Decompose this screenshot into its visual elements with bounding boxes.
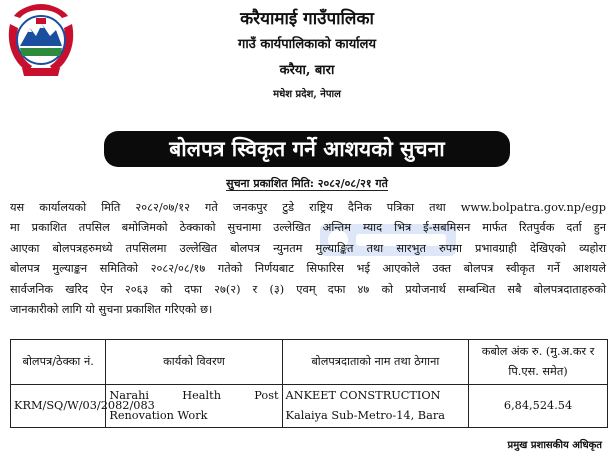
bidder-name: ANKEET CONSTRUCTION [285,389,441,402]
description-line-2: Renovation Work [109,409,208,422]
header-contract-no: बोलपत्र/ठेक्का नं. [11,340,106,385]
notice-body [10,198,606,320]
bidder-address: Kalaiya Sub-Metro-14, Bara [285,409,445,422]
body-line: जानकारीको लागि यो सुचना प्रकाशित गरिएको छ। [10,302,213,316]
notice-title-banner: बोलपत्र स्विकृत गर्ने आशयको सुचना [104,131,510,167]
table-header-row [11,340,608,385]
bid-table [10,339,608,428]
signature-title: प्रमुख प्रशासकीय अधिकृत [507,440,602,451]
office-subtitle: गाउँ कार्यपालिकाको कार्यालय [238,37,376,52]
body-line: बोलपत्र मुल्याङ्कन समितिको २०८२/०८/१७ गतेको निर्णयबाट सिफारिस भई आएकोले उक्त बोलपत्र स्वीकृत गर्ने आशयले [10,262,606,276]
table-row [11,385,608,428]
bidder-cell [282,385,469,428]
body-line: मा प्रकाशित तपसिल बमोजिमको ठेक्काको सुचनामा उल्लेखित अन्तिम म्याद भित्र ई-सबमिसन मार्फत रितपुर्वक दर्ता हुन [10,221,606,235]
header-amount: कबोल अंक रु. (मु.अ.कर र पि.एस. समेत) [469,340,608,385]
description-cell [106,385,282,428]
published-date-text: सुचना प्रकाशित मिति: २०८२/०८/२१ गते [226,177,388,190]
contract-no: KRM/SQ/W/03/2082/083 [14,399,155,412]
contract-no-cell [11,385,155,428]
body-line: सार्वजनिक खरिद ऐन २०६३ को दफा २७(२) र (३) एवम् दफा ४७ को प्रयोजनार्थ सम्बन्धित सबै बोलपत्रदाताहरुको [10,282,606,296]
header-description: कार्यको विवरण [106,340,282,385]
body-line: आएका बोलपत्रहरुमध्ये तपसिलमा उल्लेखित बोलपत्र न्युनतम मुल्याङ्कित तथा सारभुत रुपमा प्रभावग्राही देखिएको व्यहोरा [10,241,606,255]
header-bidder: बोलपत्रदाताको नाम तथा ठेगाना [282,340,469,385]
amount-cell [469,385,608,428]
office-location: करैया, बारा [279,63,335,78]
description-line-1: Narahi Health Post [109,389,279,402]
office-province: मधेश प्रदेश, नेपाल [273,89,341,100]
amount: 6,84,524.54 [503,399,573,412]
published-date [0,176,614,191]
body-line: यस कार्यालयको मिति २०८२/०७/१२ गते जनकपुर टुडे राष्ट्रिय दैनिक पत्रिका तथा www.bolpatra.gov.np/egp [10,201,606,214]
office-name-heading: करैयामाई गाउँपालिका [240,9,374,29]
